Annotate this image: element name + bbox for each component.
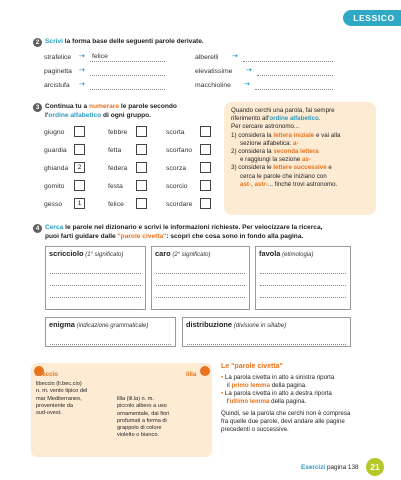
derived-word: elevatissime	[195, 68, 233, 75]
number-box[interactable]	[74, 144, 85, 155]
section-tab	[343, 10, 401, 26]
derived-word: macchioline	[195, 82, 231, 89]
number-box[interactable]	[74, 180, 85, 191]
derived-word: strafelice	[44, 54, 72, 61]
derived-word: paginetta	[44, 68, 72, 75]
answer-field[interactable]	[90, 81, 165, 90]
dictionary-entry-lilla: lilla (lil.la) n. m. piccolo albero a uso ornamentale, dai fiori profumati a forma di grappolo di colore violetto o bianco.	[117, 396, 170, 439]
word-item: febbre	[108, 129, 128, 136]
word-item: festa	[108, 183, 123, 190]
derived-word: alberelli	[195, 54, 219, 61]
right-civetta-word: lilla	[186, 371, 197, 378]
number-box[interactable]	[136, 198, 147, 209]
number-box[interactable]	[200, 126, 211, 137]
exercise-4-number: 4	[33, 224, 42, 233]
arrow-icon: ➝	[246, 67, 252, 74]
exercise-3-instruction: Continua tu a numerare le parole secondo	[45, 103, 177, 110]
research-box-enigma[interactable]: enigma (indicazione grammaticale)	[45, 317, 176, 347]
word-item: scorza	[166, 165, 187, 172]
exercise-4-instruction-line2: puoi farti guidare dalle "parole civetta": scopri che cosa sono in fondo alla pagina.	[45, 233, 304, 240]
word-item: fetta	[108, 147, 122, 154]
exercise-3-number: 3	[33, 103, 42, 112]
alphabetical-order-tip: Quando cerchi una parola, fai sempre riferimento all'ordine alfabetico. Per cercare astronomo... 1) considera la lettera iniziale e vai alla sezione alfabetica: a- 2) considera la seconda lettera e raggiungi la sezione as- 3) considera le lettere successive e cerca le parole che iniziano con ast-, astr-... finché trovi astronomo.	[224, 102, 376, 215]
answer-field[interactable]	[243, 53, 333, 62]
research-box-caro[interactable]: caro (2° significato)	[151, 246, 250, 310]
number-box[interactable]	[200, 162, 211, 173]
exercise-2-number: 2	[33, 38, 42, 47]
word-item: federa	[108, 165, 128, 172]
number-box[interactable]: 1	[74, 198, 85, 209]
number-box[interactable]	[136, 126, 147, 137]
word-item: ghianda	[44, 165, 69, 172]
word-item: guardia	[44, 147, 67, 154]
number-box[interactable]	[200, 180, 211, 191]
instr-highlight: Scrivi	[45, 38, 63, 45]
number-box[interactable]	[200, 198, 211, 209]
tip-title: Le "parole civetta"	[221, 363, 283, 370]
number-box[interactable]	[200, 144, 211, 155]
derived-word: arcistufa	[44, 82, 70, 89]
number-box[interactable]: 2	[74, 162, 85, 173]
number-box[interactable]	[136, 162, 147, 173]
word-item: scorcio	[166, 183, 188, 190]
exercise-3-instruction-line2: l'ordine alfabetico di ogni gruppo.	[45, 112, 151, 119]
dictionary-entry-libeccio: libeccio (li.bec.cio) n. m. vento tipico del mar Mediterraneo, proveniente da sud-ovest.	[36, 381, 88, 417]
research-box-scricciolo[interactable]: scricciolo (1° significato)	[45, 246, 146, 310]
word-item: giugno	[44, 129, 65, 136]
answer-field[interactable]	[90, 67, 165, 76]
exercise-reference: Esercizi pagina 138	[301, 464, 359, 471]
answer-field[interactable]: felice	[90, 53, 165, 62]
exercise-2-instruction: Scrivi la forma base delle seguenti parole derivate.	[45, 38, 204, 45]
word-item: scorta	[166, 129, 185, 136]
parole-civetta-tip: Le "parole civetta" • La parola civetta in alto a sinistra riporta il primo lemma della pagina. • La parola civetta in alto a destra riporta l'ultimo lemma della pagina. Quindi, se la parola che cerchi non è compresa fra quelle due parole, devi andare alle pagine precedenti o successive.	[221, 363, 383, 434]
arrow-icon: ➝	[79, 53, 85, 60]
word-item: felice	[108, 201, 124, 208]
arrow-icon: ➝	[79, 67, 85, 74]
owl-icon	[200, 366, 210, 376]
number-box[interactable]	[136, 180, 147, 191]
exercise-4-instruction: Cerca le parole nel dizionario e scrivi le informazioni richieste. Per velocizzare la ricerca,	[45, 224, 323, 231]
page-number: 21	[366, 458, 384, 476]
research-box-distribuzione[interactable]: distribuzione (divisione in sillabe)	[182, 317, 351, 347]
header-band	[0, 0, 401, 30]
answer-field[interactable]	[255, 81, 333, 90]
number-box[interactable]	[136, 144, 147, 155]
section-label: LESSICO	[353, 13, 395, 23]
word-item: scordare	[166, 201, 193, 208]
word-item: gomito	[44, 183, 65, 190]
number-box[interactable]	[74, 126, 85, 137]
research-box-favola[interactable]: favola (etimologia)	[255, 246, 351, 310]
arrow-icon: ➝	[232, 53, 238, 60]
answer-field[interactable]	[257, 67, 333, 76]
arrow-icon: ➝	[79, 81, 85, 88]
word-item: scorfano	[166, 147, 193, 154]
left-civetta-word: libeccio	[35, 371, 59, 378]
word-item: gesso	[44, 201, 63, 208]
arrow-icon: ➝	[244, 81, 250, 88]
